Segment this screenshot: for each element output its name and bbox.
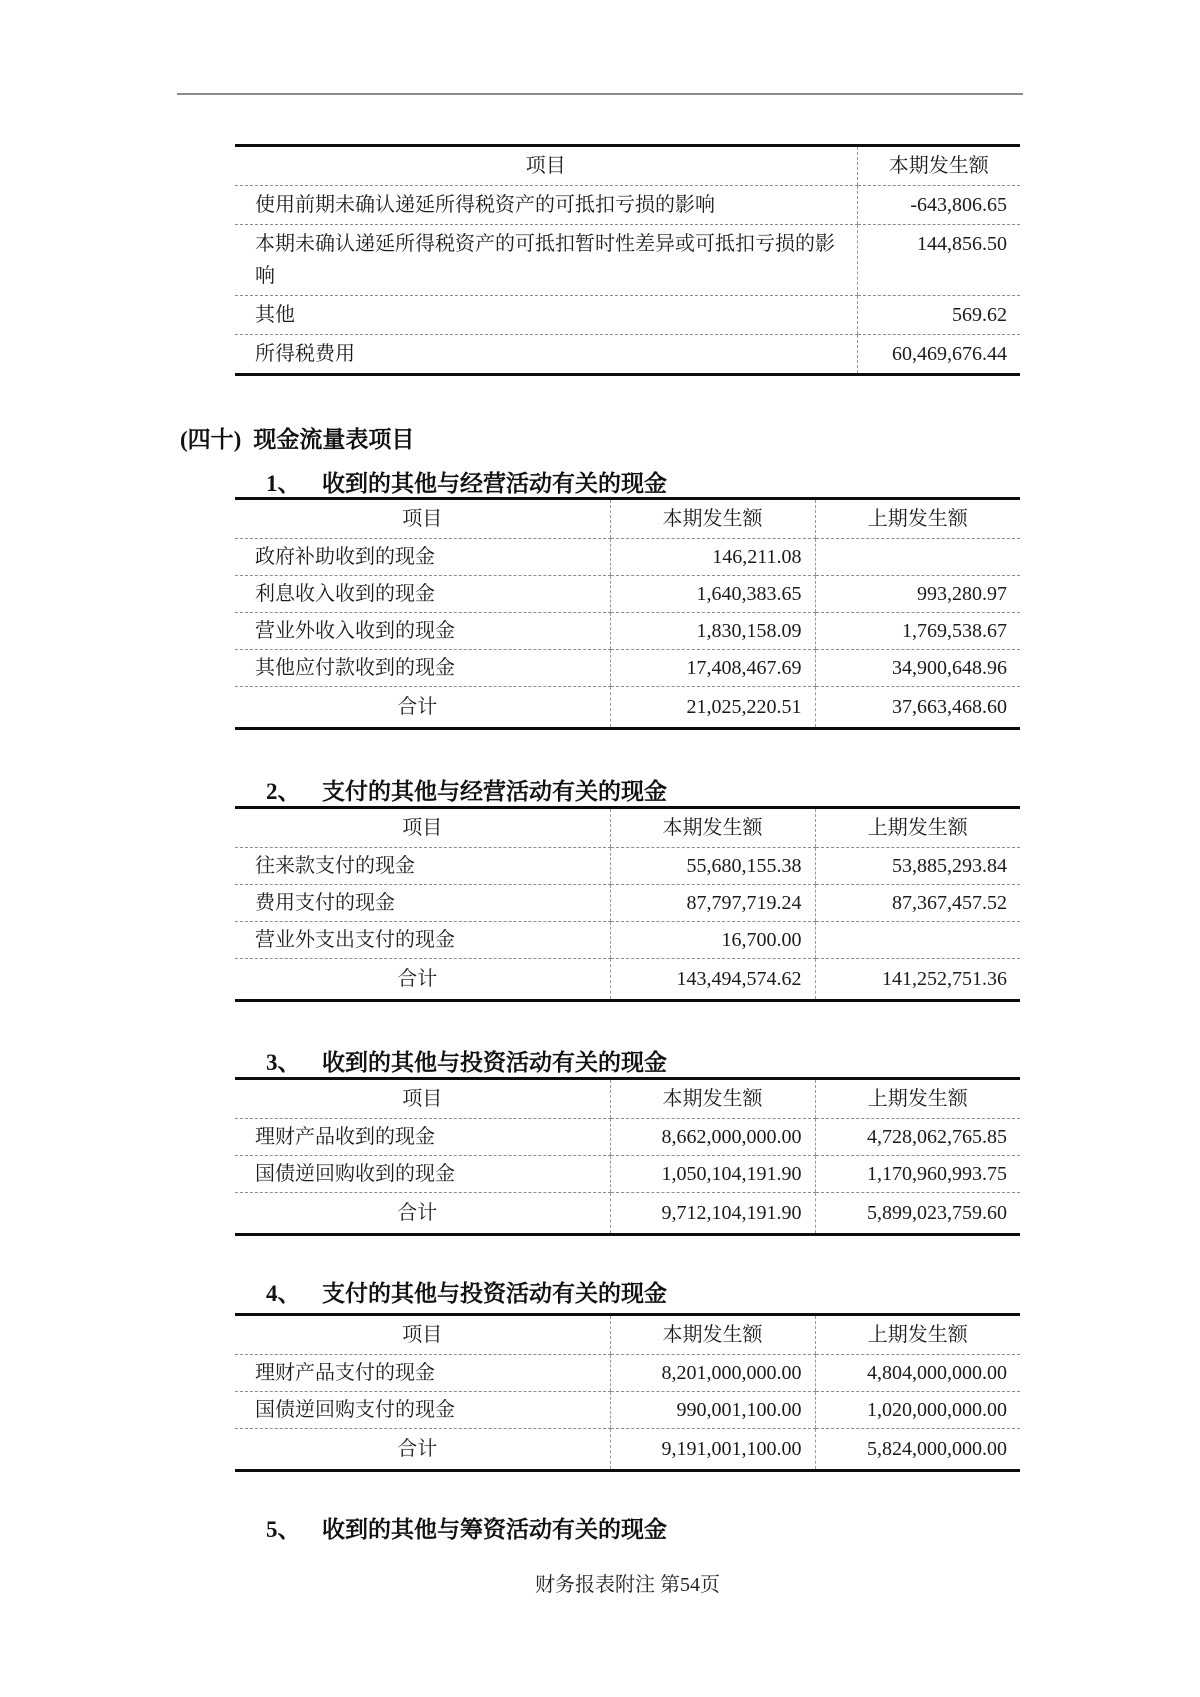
subsection-title: 收到的其他与经营活动有关的现金 bbox=[322, 471, 667, 496]
prior-cell: 4,804,000,000.00 bbox=[815, 1355, 1020, 1392]
prior-cell: 87,367,457.52 bbox=[815, 885, 1020, 922]
column-header-item: 项目 bbox=[235, 808, 610, 848]
table-row bbox=[235, 885, 1020, 922]
item-cell: 其他 bbox=[235, 296, 857, 335]
section-heading bbox=[180, 425, 414, 455]
prior-cell bbox=[815, 539, 1020, 576]
column-header-item: 项目 bbox=[235, 1315, 610, 1355]
column-header-prior-period: 上期发生额 bbox=[815, 1315, 1020, 1355]
footer-text: 财务报表附注 第54页 bbox=[535, 1574, 720, 1596]
table-row bbox=[235, 186, 1020, 225]
subsection-title: 收到的其他与投资活动有关的现金 bbox=[322, 1050, 667, 1075]
subsection-number: 3、 bbox=[266, 1050, 301, 1075]
total-current-cell: 9,191,001,100.00 bbox=[610, 1429, 815, 1471]
table-row bbox=[235, 1156, 1020, 1193]
total-label-cell: 合计 bbox=[235, 959, 610, 1001]
column-header-item: 项目 bbox=[235, 499, 610, 539]
table-header-row bbox=[235, 499, 1020, 539]
table-other-operating-cash-paid bbox=[235, 806, 1020, 1002]
total-prior-cell: 141,252,751.36 bbox=[815, 959, 1020, 1001]
table-other-investing-cash-received bbox=[235, 1077, 1020, 1236]
item-cell: 理财产品支付的现金 bbox=[235, 1355, 610, 1392]
subsection-1-heading bbox=[266, 469, 667, 499]
total-prior-cell: 5,824,000,000.00 bbox=[815, 1429, 1020, 1471]
page-footer bbox=[235, 1572, 1020, 1598]
table-other-investing-cash-paid bbox=[235, 1313, 1020, 1472]
subsection-title: 收到的其他与筹资活动有关的现金 bbox=[322, 1517, 667, 1542]
total-row bbox=[235, 959, 1020, 1001]
subsection-4-heading bbox=[266, 1279, 667, 1309]
subsection-2-heading bbox=[266, 777, 667, 807]
table-other-operating-cash-received bbox=[235, 497, 1020, 730]
subsection-number: 5、 bbox=[266, 1517, 301, 1542]
table-header-row bbox=[235, 1315, 1020, 1355]
item-cell: 往来款支付的现金 bbox=[235, 848, 610, 885]
current-cell: 8,662,000,000.00 bbox=[610, 1119, 815, 1156]
income-tax-expense-table bbox=[235, 144, 1020, 376]
prior-cell: 993,280.97 bbox=[815, 576, 1020, 613]
table-row bbox=[235, 335, 1020, 375]
column-header-item: 项目 bbox=[235, 1079, 610, 1119]
item-cell: 本期未确认递延所得税资产的可抵扣暂时性差异或可抵扣亏损的影响 bbox=[235, 225, 857, 296]
column-header-prior-period: 上期发生额 bbox=[815, 499, 1020, 539]
column-header-item: 项目 bbox=[235, 146, 857, 186]
total-label-cell: 合计 bbox=[235, 687, 610, 729]
table-row bbox=[235, 922, 1020, 959]
table-row bbox=[235, 539, 1020, 576]
subsection-number: 1、 bbox=[266, 471, 301, 496]
item-cell: 其他应付款收到的现金 bbox=[235, 650, 610, 687]
item-cell: 政府补助收到的现金 bbox=[235, 539, 610, 576]
subsection-title: 支付的其他与投资活动有关的现金 bbox=[322, 1281, 667, 1306]
current-cell: -643,806.65 bbox=[857, 186, 1020, 225]
column-header-current-period: 本期发生额 bbox=[610, 499, 815, 539]
total-row bbox=[235, 687, 1020, 729]
item-cell: 营业外收入收到的现金 bbox=[235, 613, 610, 650]
subsection-number: 4、 bbox=[266, 1281, 301, 1306]
current-cell: 8,201,000,000.00 bbox=[610, 1355, 815, 1392]
item-cell: 费用支付的现金 bbox=[235, 885, 610, 922]
item-cell: 营业外支出支付的现金 bbox=[235, 922, 610, 959]
item-cell: 国债逆回购支付的现金 bbox=[235, 1392, 610, 1429]
subsection-title: 支付的其他与经营活动有关的现金 bbox=[322, 779, 667, 804]
total-current-cell: 143,494,574.62 bbox=[610, 959, 815, 1001]
table-header-row bbox=[235, 808, 1020, 848]
item-cell: 利息收入收到的现金 bbox=[235, 576, 610, 613]
item-cell: 国债逆回购收到的现金 bbox=[235, 1156, 610, 1193]
item-cell: 所得税费用 bbox=[235, 335, 857, 375]
table-row bbox=[235, 613, 1020, 650]
subsection-number: 2、 bbox=[266, 779, 301, 804]
column-header-current-period: 本期发生额 bbox=[610, 1079, 815, 1119]
table-header-row bbox=[235, 1079, 1020, 1119]
total-current-cell: 21,025,220.51 bbox=[610, 687, 815, 729]
column-header-prior-period: 上期发生额 bbox=[815, 808, 1020, 848]
current-cell: 16,700.00 bbox=[610, 922, 815, 959]
table-row bbox=[235, 576, 1020, 613]
current-cell: 55,680,155.38 bbox=[610, 848, 815, 885]
total-row bbox=[235, 1429, 1020, 1471]
column-header-prior-period: 上期发生额 bbox=[815, 1079, 1020, 1119]
item-cell: 理财产品收到的现金 bbox=[235, 1119, 610, 1156]
total-prior-cell: 37,663,468.60 bbox=[815, 687, 1020, 729]
total-label-cell: 合计 bbox=[235, 1193, 610, 1235]
prior-cell: 1,769,538.67 bbox=[815, 613, 1020, 650]
total-label-cell: 合计 bbox=[235, 1429, 610, 1471]
current-cell: 87,797,719.24 bbox=[610, 885, 815, 922]
table-row bbox=[235, 650, 1020, 687]
table-row bbox=[235, 1355, 1020, 1392]
current-cell: 17,408,467.69 bbox=[610, 650, 815, 687]
table-row bbox=[235, 1392, 1020, 1429]
item-cell: 使用前期未确认递延所得税资产的可抵扣亏损的影响 bbox=[235, 186, 857, 225]
current-cell: 1,640,383.65 bbox=[610, 576, 815, 613]
section-title: 现金流量表项目 bbox=[253, 427, 415, 452]
prior-cell: 34,900,648.96 bbox=[815, 650, 1020, 687]
total-current-cell: 9,712,104,191.90 bbox=[610, 1193, 815, 1235]
current-cell: 990,001,100.00 bbox=[610, 1392, 815, 1429]
table-row bbox=[235, 225, 1020, 296]
current-cell: 1,830,158.09 bbox=[610, 613, 815, 650]
prior-cell: 1,170,960,993.75 bbox=[815, 1156, 1020, 1193]
prior-cell bbox=[815, 922, 1020, 959]
column-header-current-period: 本期发生额 bbox=[610, 808, 815, 848]
total-row bbox=[235, 1193, 1020, 1235]
prior-cell: 53,885,293.84 bbox=[815, 848, 1020, 885]
subsection-3-heading bbox=[266, 1048, 667, 1078]
current-cell: 144,856.50 bbox=[857, 225, 1020, 296]
current-cell: 569.62 bbox=[857, 296, 1020, 335]
section-number: (四十) bbox=[180, 427, 242, 452]
total-prior-cell: 5,899,023,759.60 bbox=[815, 1193, 1020, 1235]
prior-cell: 4,728,062,765.85 bbox=[815, 1119, 1020, 1156]
column-header-current-period: 本期发生额 bbox=[610, 1315, 815, 1355]
table-row bbox=[235, 1119, 1020, 1156]
subsection-5-heading bbox=[266, 1515, 667, 1545]
header-rule bbox=[177, 93, 1023, 95]
current-cell: 60,469,676.44 bbox=[857, 335, 1020, 375]
column-header-current-period: 本期发生额 bbox=[857, 146, 1020, 186]
current-cell: 1,050,104,191.90 bbox=[610, 1156, 815, 1193]
table-header-row bbox=[235, 146, 1020, 186]
prior-cell: 1,020,000,000.00 bbox=[815, 1392, 1020, 1429]
current-cell: 146,211.08 bbox=[610, 539, 815, 576]
table-row bbox=[235, 296, 1020, 335]
table-row bbox=[235, 848, 1020, 885]
